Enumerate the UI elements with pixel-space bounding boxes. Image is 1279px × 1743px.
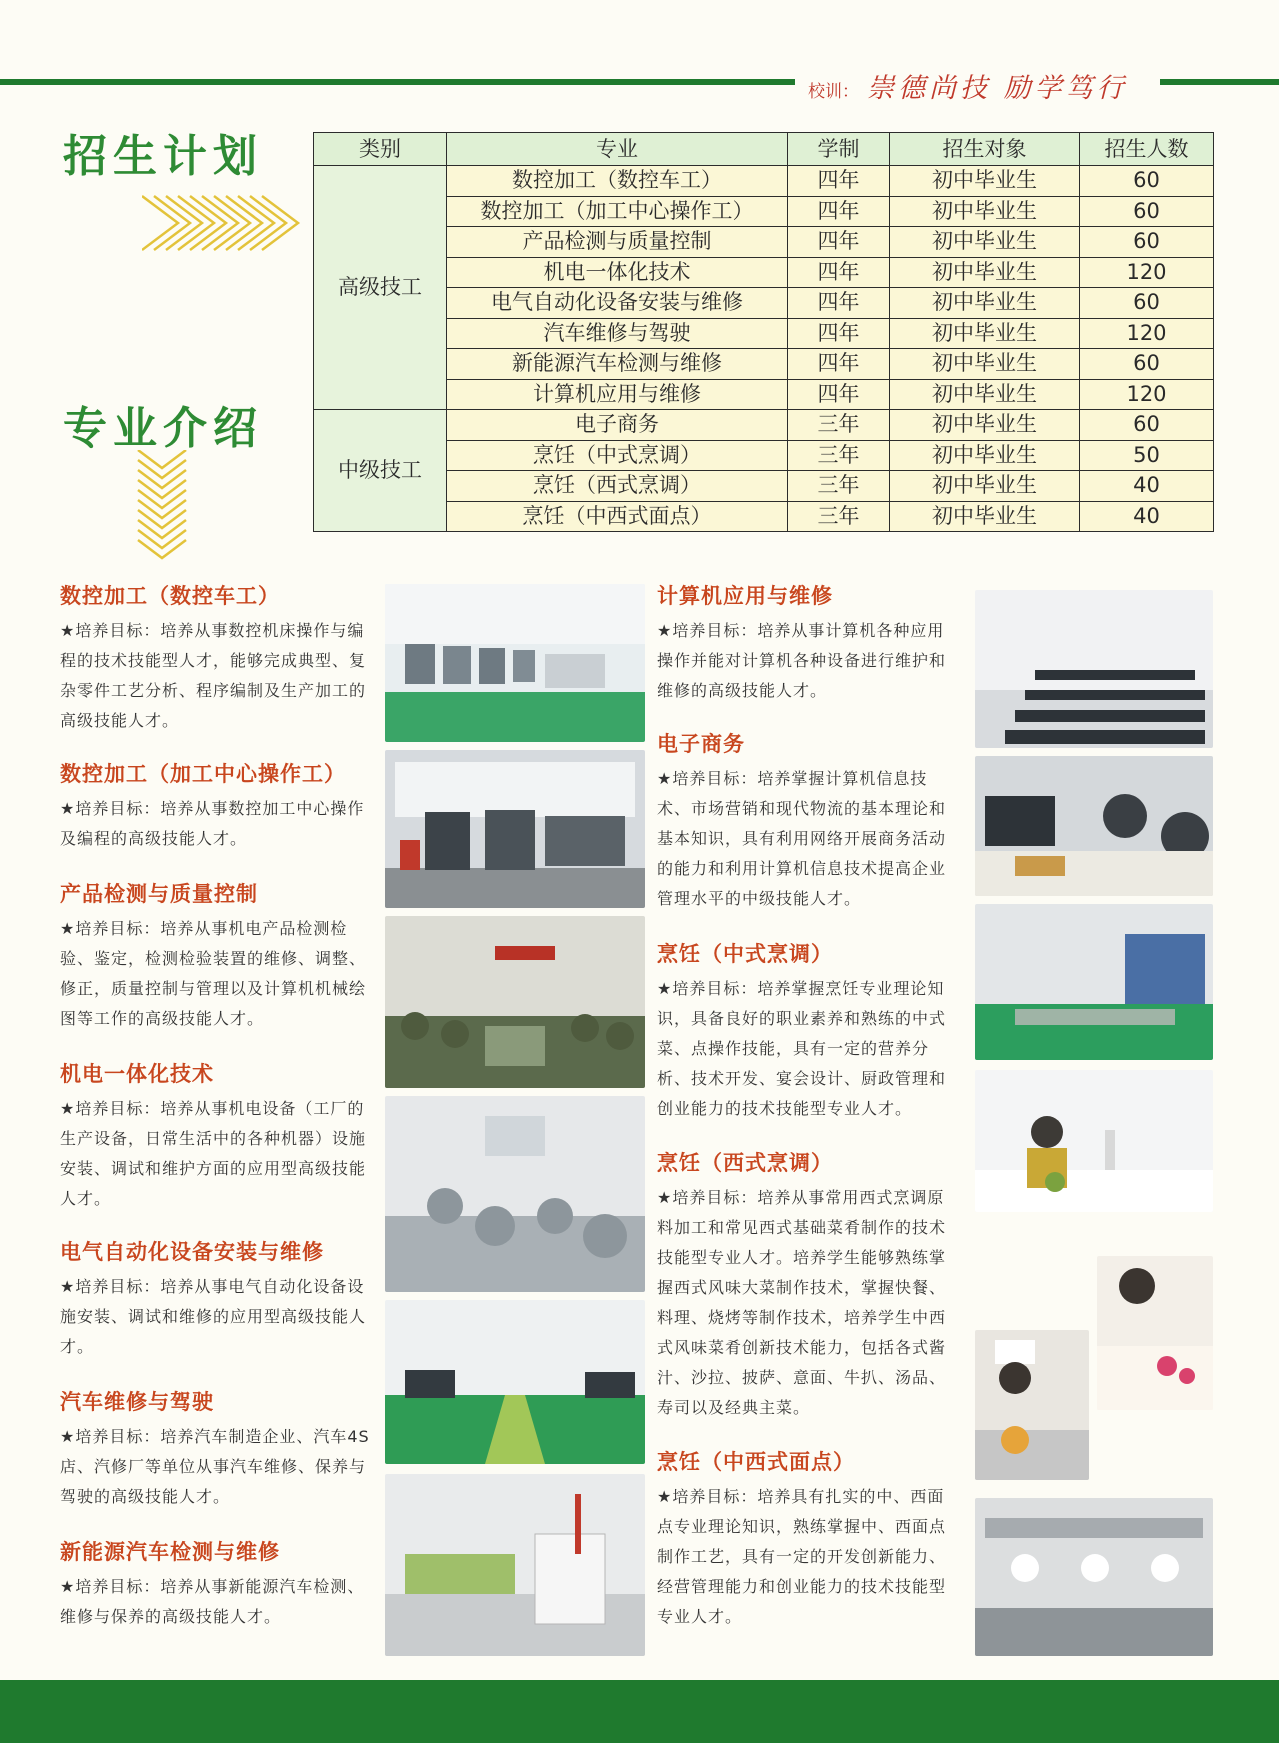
major-desc: ★培养目标：培养从事机电产品检测检验、鉴定，检测检验装置的维修、调整、修正，质量控制与管理以及计算机机械绘图等工作的高级技能人才。	[60, 919, 367, 1028]
table-row	[314, 501, 1214, 532]
major-cell: 电子商务	[447, 410, 788, 441]
machining-center-photo	[385, 750, 645, 908]
motto-text: 崇德尚技 励学笃行	[867, 73, 1128, 104]
duration-cell: 四年	[788, 227, 890, 258]
quota-cell: 60	[1080, 410, 1214, 441]
column-header: 招生对象	[890, 133, 1080, 166]
quota-cell: 60	[1080, 349, 1214, 380]
major-title: 电子商务	[657, 732, 745, 756]
major-cell: 数控加工（加工中心操作工）	[447, 196, 788, 227]
table-row	[314, 257, 1214, 288]
target-cell: 初中毕业生	[890, 501, 1080, 532]
major-block	[657, 938, 960, 1124]
major-cell: 汽车维修与驾驶	[447, 318, 788, 349]
major-cell: 计算机应用与维修	[447, 379, 788, 410]
major-desc: ★培养目标：培养从事常用西式烹调原料加工和常见西式基础菜肴制作的技术技能型专业人才。培养学生能够熟练掌握西式风味大菜制作技术，掌握快餐、料理、烧烤等制作技术，培养学生中西式风味菜肴创新技术能力，包括各式酱汁、沙拉、披萨、意面、牛扒、汤品、寿司以及经典主菜。	[657, 1188, 947, 1417]
duration-cell: 四年	[788, 318, 890, 349]
duration-cell: 三年	[788, 471, 890, 502]
footer-bar	[0, 1680, 1279, 1743]
major-title: 电气自动化设备安装与维修	[60, 1240, 324, 1264]
school-motto	[808, 66, 1128, 105]
quota-cell: 120	[1080, 257, 1214, 288]
column-header: 专业	[447, 133, 788, 166]
major-block	[60, 878, 375, 1034]
major-desc: ★培养目标：培养从事机电设备（工厂的生产设备，日常生活中的各种机器）设施安装、调试和维护方面的应用型高级技能人才。	[60, 1099, 367, 1208]
major-block	[60, 1386, 375, 1512]
major-cell: 机电一体化技术	[447, 257, 788, 288]
new-energy-vehicle-photo	[385, 1474, 645, 1656]
major-cell: 烹饪（西式烹调）	[447, 471, 788, 502]
target-cell: 初中毕业生	[890, 410, 1080, 441]
chinese-cooking-photo	[975, 1070, 1213, 1212]
quota-cell: 60	[1080, 227, 1214, 258]
major-title: 新能源汽车检测与维修	[60, 1540, 280, 1564]
quota-cell: 60	[1080, 166, 1214, 197]
table-row	[314, 440, 1214, 471]
major-cell: 电气自动化设备安装与维修	[447, 288, 788, 319]
quota-cell: 120	[1080, 379, 1214, 410]
target-cell: 初中毕业生	[890, 471, 1080, 502]
target-cell: 初中毕业生	[890, 257, 1080, 288]
major-block	[657, 1446, 960, 1632]
quota-cell: 40	[1080, 501, 1214, 532]
major-title: 烹饪（中西式面点）	[657, 1450, 855, 1474]
pastry-class-photo	[975, 1498, 1213, 1656]
major-block	[60, 580, 375, 736]
column-header: 类别	[314, 133, 447, 166]
major-desc: ★培养目标：培养掌握计算机信息技术、市场营销和现代物流的基本理论和基本知识，具有利用网络开展商务活动的能力和利用计算机信息技术提高企业管理水平的中级技能人才。	[657, 769, 947, 908]
duration-cell: 四年	[788, 196, 890, 227]
auto-workshop-photo	[385, 1300, 645, 1464]
motto-label: 校训：	[808, 82, 859, 102]
major-desc: ★培养目标：培养掌握烹饪专业理论知识，具备良好的职业素养和熟练的中式菜、点操作技能，具有一定的营养分析、技术开发、宴会设计、厨政管理和创业能力的技术技能型专业人才。	[657, 979, 947, 1118]
category-cell: 中级技工	[314, 410, 447, 532]
western-cooking-photo-2	[975, 1330, 1089, 1480]
duration-cell: 四年	[788, 166, 890, 197]
quota-cell: 120	[1080, 318, 1214, 349]
enrollment-plan-title: 招生计划	[63, 131, 263, 182]
western-cooking-photo-1	[1097, 1256, 1213, 1410]
target-cell: 初中毕业生	[890, 379, 1080, 410]
header-rule-left	[0, 79, 795, 85]
quota-cell: 60	[1080, 196, 1214, 227]
major-block	[657, 728, 960, 914]
major-block	[60, 1236, 375, 1362]
duration-cell: 四年	[788, 288, 890, 319]
table-row	[314, 379, 1214, 410]
target-cell: 初中毕业生	[890, 227, 1080, 258]
duration-cell: 三年	[788, 501, 890, 532]
target-cell: 初中毕业生	[890, 349, 1080, 380]
column-header: 学制	[788, 133, 890, 166]
major-title: 汽车维修与驾驶	[60, 1390, 214, 1414]
major-desc: ★培养目标：培养汽车制造企业、汽车4S店、汽修厂等单位从事汽车维修、保养与驾驶的高级技能人才。	[60, 1427, 370, 1506]
major-cell: 新能源汽车检测与维修	[447, 349, 788, 380]
target-cell: 初中毕业生	[890, 166, 1080, 197]
table-row	[314, 318, 1214, 349]
quota-cell: 50	[1080, 440, 1214, 471]
major-cell: 数控加工（数控车工）	[447, 166, 788, 197]
mechatronics-class-photo	[385, 1096, 645, 1292]
table-row	[314, 196, 1214, 227]
major-title: 产品检测与质量控制	[60, 882, 258, 906]
major-title: 烹饪（西式烹调）	[657, 1151, 833, 1175]
logistics-center-photo	[975, 904, 1213, 1060]
major-title: 数控加工（加工中心操作工）	[60, 762, 346, 786]
major-block	[60, 758, 375, 854]
chevron-down-arrows-icon	[132, 450, 192, 560]
table-row	[314, 410, 1214, 441]
target-cell: 初中毕业生	[890, 196, 1080, 227]
major-title: 机电一体化技术	[60, 1062, 214, 1086]
target-cell: 初中毕业生	[890, 440, 1080, 471]
table-row	[314, 166, 1214, 197]
computer-lab-photo	[975, 590, 1213, 748]
duration-cell: 四年	[788, 349, 890, 380]
major-cell: 烹饪（中西式面点）	[447, 501, 788, 532]
major-block	[657, 580, 960, 706]
quota-cell: 40	[1080, 471, 1214, 502]
major-title: 烹饪（中式烹调）	[657, 942, 833, 966]
table-row	[314, 288, 1214, 319]
duration-cell: 四年	[788, 379, 890, 410]
major-block	[657, 1147, 960, 1423]
chevron-right-arrows-icon	[142, 188, 302, 258]
category-cell: 高级技工	[314, 166, 447, 410]
target-cell: 初中毕业生	[890, 318, 1080, 349]
major-desc: ★培养目标：培养具有扎实的中、西面点专业理论知识，熟练掌握中、西面点制作工艺，具有一定的开发创新能力、经营管理能力和创业能力的技术技能型专业人才。	[657, 1487, 947, 1626]
major-desc: ★培养目标：培养从事新能源汽车检测、维修与保养的高级技能人才。	[60, 1577, 365, 1626]
target-cell: 初中毕业生	[890, 288, 1080, 319]
major-title: 计算机应用与维修	[657, 584, 833, 608]
table-row	[314, 227, 1214, 258]
major-intro-title: 专业介绍	[63, 403, 263, 454]
major-desc: ★培养目标：培养从事电气自动化设备设施安装、调试和维修的应用型高级技能人才。	[60, 1277, 367, 1356]
table-row	[314, 471, 1214, 502]
inspection-lab-photo	[385, 916, 645, 1088]
enrollment-plan-table	[313, 132, 1214, 532]
duration-cell: 三年	[788, 410, 890, 441]
duration-cell: 三年	[788, 440, 890, 471]
major-cell: 产品检测与质量控制	[447, 227, 788, 258]
table-row	[314, 349, 1214, 380]
major-block	[60, 1058, 375, 1214]
duration-cell: 四年	[788, 257, 890, 288]
major-desc: ★培养目标：培养从事数控加工中心操作及编程的高级技能人才。	[60, 799, 365, 848]
major-desc: ★培养目标：培养从事数控机床操作与编程的技术技能型人才，能够完成典型、复杂零件工艺分析、程序编制及生产加工的高级技能人才。	[60, 621, 367, 730]
quota-cell: 60	[1080, 288, 1214, 319]
major-desc: ★培养目标：培养从事计算机各种应用操作并能对计算机各种设备进行维护和维修的高级技能人才。	[657, 621, 947, 700]
major-cell: 烹饪（中式烹调）	[447, 440, 788, 471]
header-rule-right	[1160, 79, 1279, 85]
table-header-row	[314, 133, 1214, 166]
ecommerce-lab-photo	[975, 756, 1213, 896]
major-title: 数控加工（数控车工）	[60, 584, 280, 608]
column-header: 招生人数	[1080, 133, 1214, 166]
cnc-workshop-photo	[385, 584, 645, 742]
major-block	[60, 1536, 375, 1632]
